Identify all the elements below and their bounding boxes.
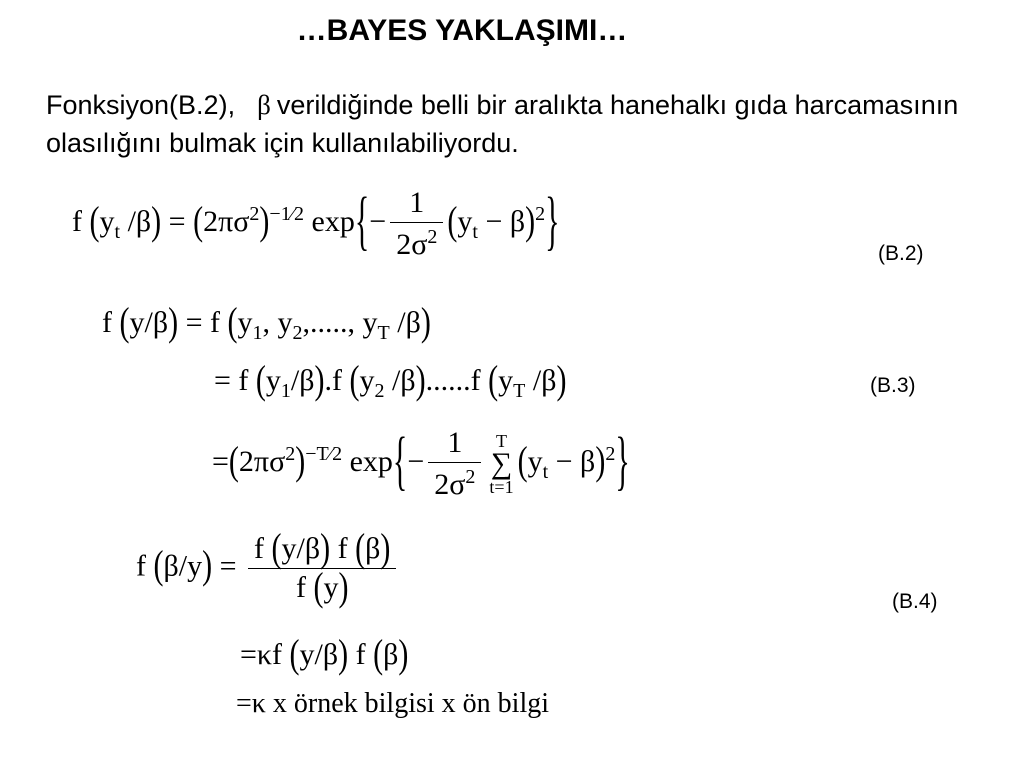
equation-b4-line3: =κ x örnek bilgisi x ön bilgi <box>236 688 550 719</box>
equation-b4-line2: =κf (y/β) f (β) <box>240 632 409 677</box>
equation-b2: f ($y_t$ $/\beta) = (2\pi\sigma^2)^{-1⁄2}$ exp{− $\frac{1}{2\sigma^2}$ $(y_t - \beta)^2$} <box>72 184 560 261</box>
beta-symbol: β <box>257 90 271 120</box>
slide-title-text: …BAYES YAKLAŞIMI… <box>296 14 628 47</box>
equation-b3-line2: = f $(y_1/\beta).f$ ($y_2$ /β)......f ($y_T$ /β) <box>214 358 567 403</box>
equation-b3-line1: f (y/β) = f ($y_1$, $y_2$,....., $y_T$ /β) <box>102 300 431 345</box>
equation-b3-line3: $=(2\pi\sigma^2)^{-T⁄2}$ exp{− $\frac{1}{2\sigma^2}$ T ∑ t=1 $(y_t - \beta)^2$} <box>212 424 630 501</box>
equation-label-b4: (B.4) <box>892 590 938 613</box>
slide-title <box>0 14 1024 48</box>
paragraph-rest: verildiğinde belli bir aralıkta hanehalkı gıda harcamasının olasılığını bulmak için kullanılabiliyordu. <box>46 90 959 158</box>
intro-paragraph <box>46 86 986 162</box>
equation-label-b3: (B.3) <box>870 374 916 397</box>
equation-label-b2: (B.2) <box>878 242 924 265</box>
paragraph-lead: Fonksiyon(B.2), <box>46 90 236 120</box>
equation-b4-line1: f (β/y) = $\frac{f (y/\beta) f (\beta)}{f (y)}$ <box>136 534 400 603</box>
